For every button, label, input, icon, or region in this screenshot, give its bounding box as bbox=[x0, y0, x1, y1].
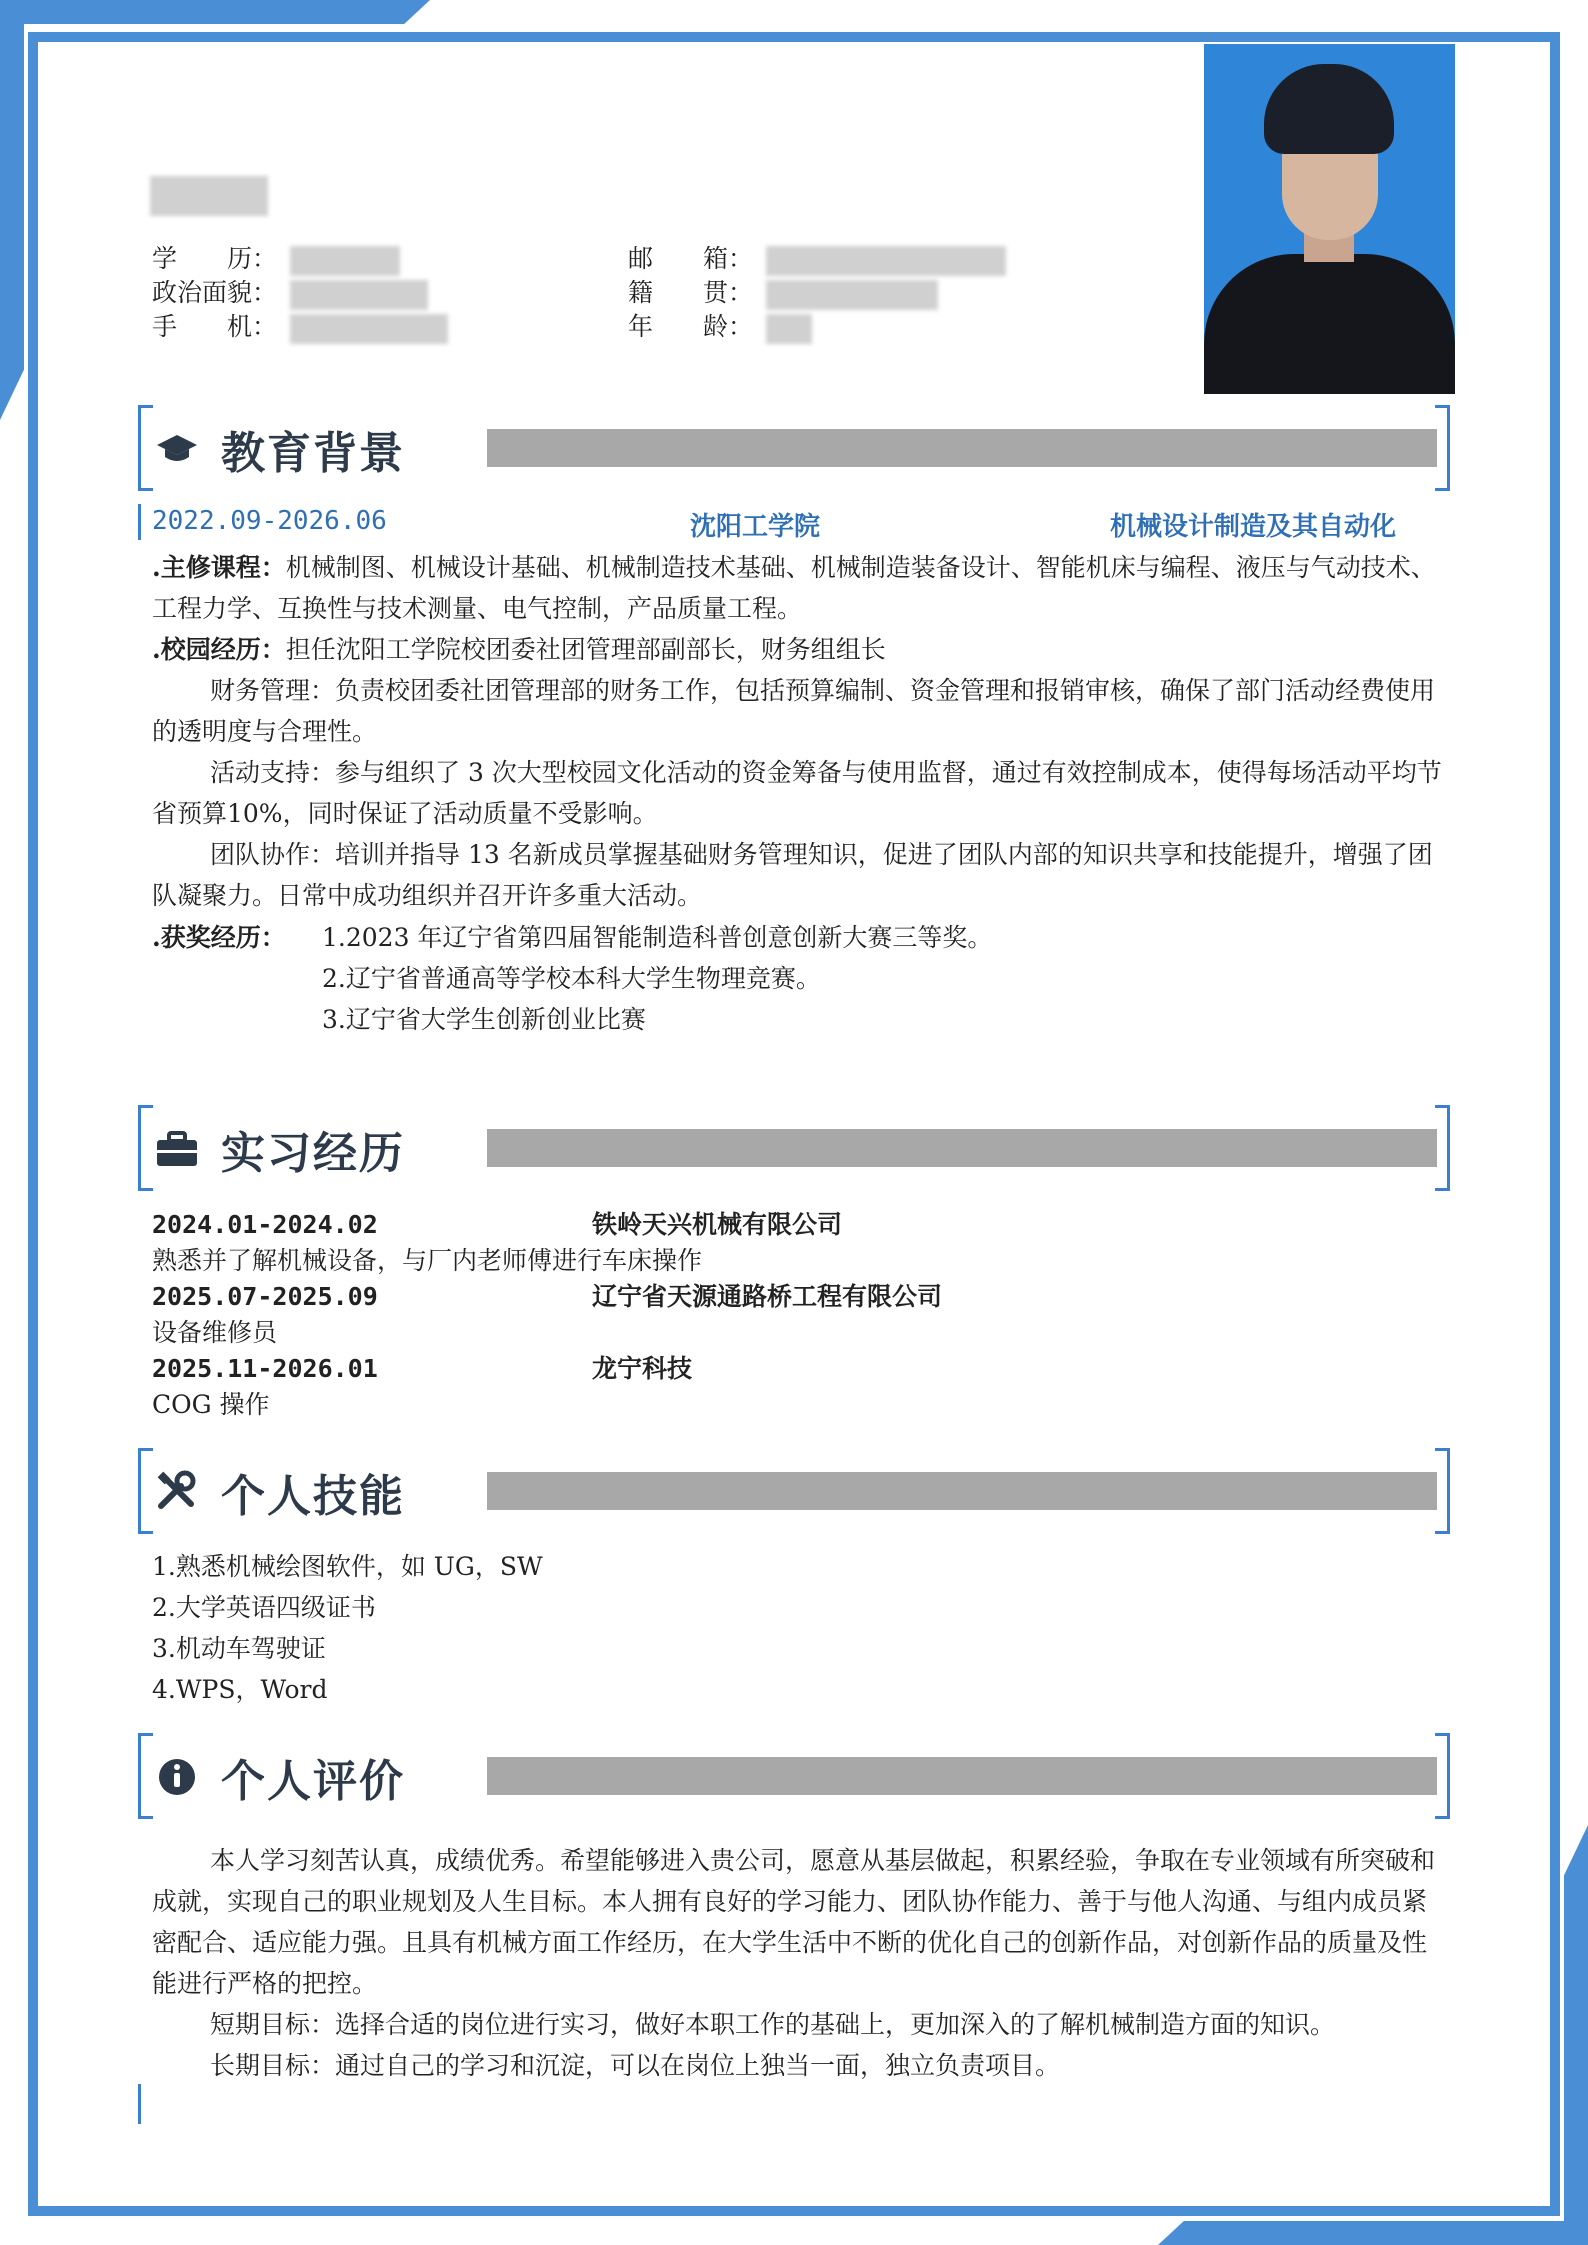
section-header-skills bbox=[138, 1448, 1450, 1534]
evaluation-paragraph: 本人学习刻苦认真，成绩优秀。希望能够进入贵公司，愿意从基层做起，积累经验，争取在专业领域有所突破和成就，实现自己的职业规划及人生目标。本人拥有良好的学习能力、团队协作能力、善于与他人沟通、与组内成员紧密配合、适应能力强。且具有机械方面工作经历，在大学生活中不断的优化自己的创新作品，对创新作品的质量及性能进行严格的把控。 bbox=[152, 1846, 1436, 1998]
award-item: 1.2023 年辽宁省第四届智能制造科普创意创新大赛三等奖。 bbox=[322, 923, 993, 952]
skills-list bbox=[152, 1546, 1442, 1710]
section-title: 实习经历 bbox=[221, 1128, 405, 1179]
edu-awards bbox=[152, 917, 1442, 1040]
long-term-goal: 长期目标：通过自己的学习和沉淀，可以在岗位上独当一面，独立负责项目。 bbox=[210, 2051, 1061, 2080]
section-title-bar bbox=[487, 1129, 1437, 1167]
awards-label: .获奖经历： bbox=[152, 923, 286, 952]
internship-item bbox=[152, 1351, 692, 1423]
info-icon bbox=[155, 1755, 199, 1797]
profile-photo bbox=[1204, 44, 1455, 394]
profile-info-right bbox=[628, 242, 1006, 344]
internship-desc: 设备维修员 bbox=[152, 1318, 278, 1347]
native-label: 籍 贯： bbox=[628, 278, 754, 307]
email-label: 邮 箱： bbox=[628, 244, 754, 273]
edu-marker bbox=[138, 504, 141, 540]
edu-campus bbox=[152, 629, 1442, 916]
skill-item: 3.机动车驾驶证 bbox=[152, 1634, 326, 1663]
internship-desc: COG 操作 bbox=[152, 1390, 270, 1419]
section-header-internship bbox=[138, 1105, 1450, 1191]
campus-label: .校园经历： bbox=[152, 635, 286, 664]
profile-info-left bbox=[152, 242, 448, 344]
internship-company: 辽宁省天源通路桥工程有限公司 bbox=[592, 1282, 943, 1311]
internship-company: 龙宁科技 bbox=[592, 1354, 693, 1383]
section-header-education bbox=[138, 405, 1450, 491]
section-title: 教育背景 bbox=[221, 428, 405, 479]
phone-redacted bbox=[290, 314, 448, 344]
skill-item: 4.WPS，Word bbox=[152, 1675, 328, 1704]
campus-text: 担任沈阳工学院校团委社团管理部副部长，财务组组长 bbox=[285, 635, 886, 664]
edu-period: 2022.09-2026.06 bbox=[152, 506, 387, 536]
education-redacted bbox=[290, 246, 400, 276]
evaluation-body bbox=[152, 1840, 1442, 2086]
skill-item: 2.大学英语四级证书 bbox=[152, 1593, 376, 1622]
award-item: 3.辽宁省大学生创新创业比赛 bbox=[322, 1005, 646, 1034]
section-title-bar bbox=[487, 429, 1437, 467]
edu-major: 机械设计制造及其自动化 bbox=[1110, 512, 1397, 542]
edu-school: 沈阳工学院 bbox=[690, 512, 821, 542]
politics-label: 政治面貌： bbox=[152, 278, 278, 307]
internship-period: 2024.01-2024.02 bbox=[152, 1210, 378, 1239]
briefcase-icon bbox=[155, 1127, 199, 1169]
age-redacted bbox=[766, 314, 812, 344]
courses-text: 机械制图、机械设计基础、机械制造技术基础、机械制造装备设计、智能机床与编程、液压与气动技术、工程力学、互换性与技术测量、电气控制，产品质量工程。 bbox=[152, 553, 1436, 623]
courses-label: .主修课程： bbox=[152, 553, 286, 582]
section-title-bar bbox=[487, 1757, 1437, 1795]
age-label: 年 龄： bbox=[628, 312, 754, 341]
edu-courses bbox=[152, 547, 1442, 629]
section-title: 个人技能 bbox=[221, 1471, 405, 1522]
campus-detail: 财务管理：负责校团委社团管理部的财务工作，包括预算编制、资金管理和报销审核，确保了部门活动经费使用的透明度与合理性。 bbox=[152, 676, 1436, 746]
campus-detail: 活动支持：参与组织了 3 次大型校园文化活动的资金筹备与使用监督，通过有效控制成本，使得每场活动平均节省预算10%，同时保证了活动质量不受影响。 bbox=[152, 758, 1442, 828]
internship-desc: 熟悉并了解机械设备，与厂内老师傅进行车床操作 bbox=[152, 1246, 703, 1275]
education-label: 学 历： bbox=[152, 244, 278, 273]
native-redacted bbox=[766, 280, 938, 310]
name-redacted bbox=[150, 176, 268, 216]
decor-corner-left bbox=[0, 0, 24, 420]
politics-redacted bbox=[290, 280, 428, 310]
skill-item: 1.熟悉机械绘图软件，如 UG，SW bbox=[152, 1552, 543, 1581]
internship-period: 2025.07-2025.09 bbox=[152, 1282, 378, 1311]
phone-label: 手 机： bbox=[152, 312, 278, 341]
tools-icon bbox=[155, 1470, 199, 1512]
short-term-goal: 短期目标：选择合适的岗位进行实习，做好本职工作的基础上，更加深入的了解机械制造方面的知识。 bbox=[210, 2010, 1336, 2039]
decor-corner-bottom-right bbox=[1158, 2221, 1588, 2245]
internship-item bbox=[152, 1279, 942, 1351]
section-title-bar bbox=[487, 1472, 1437, 1510]
internship-item bbox=[152, 1207, 842, 1279]
campus-detail: 团队协作：培训并指导 13 名新成员掌握基础财务管理知识，促进了团队内部的知识共享和技能提升，增强了团队凝聚力。日常中成功组织并召开许多重大活动。 bbox=[152, 840, 1433, 910]
decor-corner-top-left bbox=[0, 0, 430, 24]
graduation-cap-icon bbox=[155, 427, 199, 469]
email-redacted bbox=[766, 246, 1006, 276]
award-item: 2.辽宁省普通高等学校本科大学生物理竞赛。 bbox=[322, 964, 821, 993]
evaluation-marker bbox=[138, 2084, 141, 2124]
section-header-evaluation bbox=[138, 1733, 1450, 1819]
decor-corner-right bbox=[1564, 1825, 1588, 2245]
internship-period: 2025.11-2026.01 bbox=[152, 1354, 378, 1383]
section-title: 个人评价 bbox=[221, 1756, 405, 1807]
internship-company: 铁岭天兴机械有限公司 bbox=[592, 1210, 843, 1239]
